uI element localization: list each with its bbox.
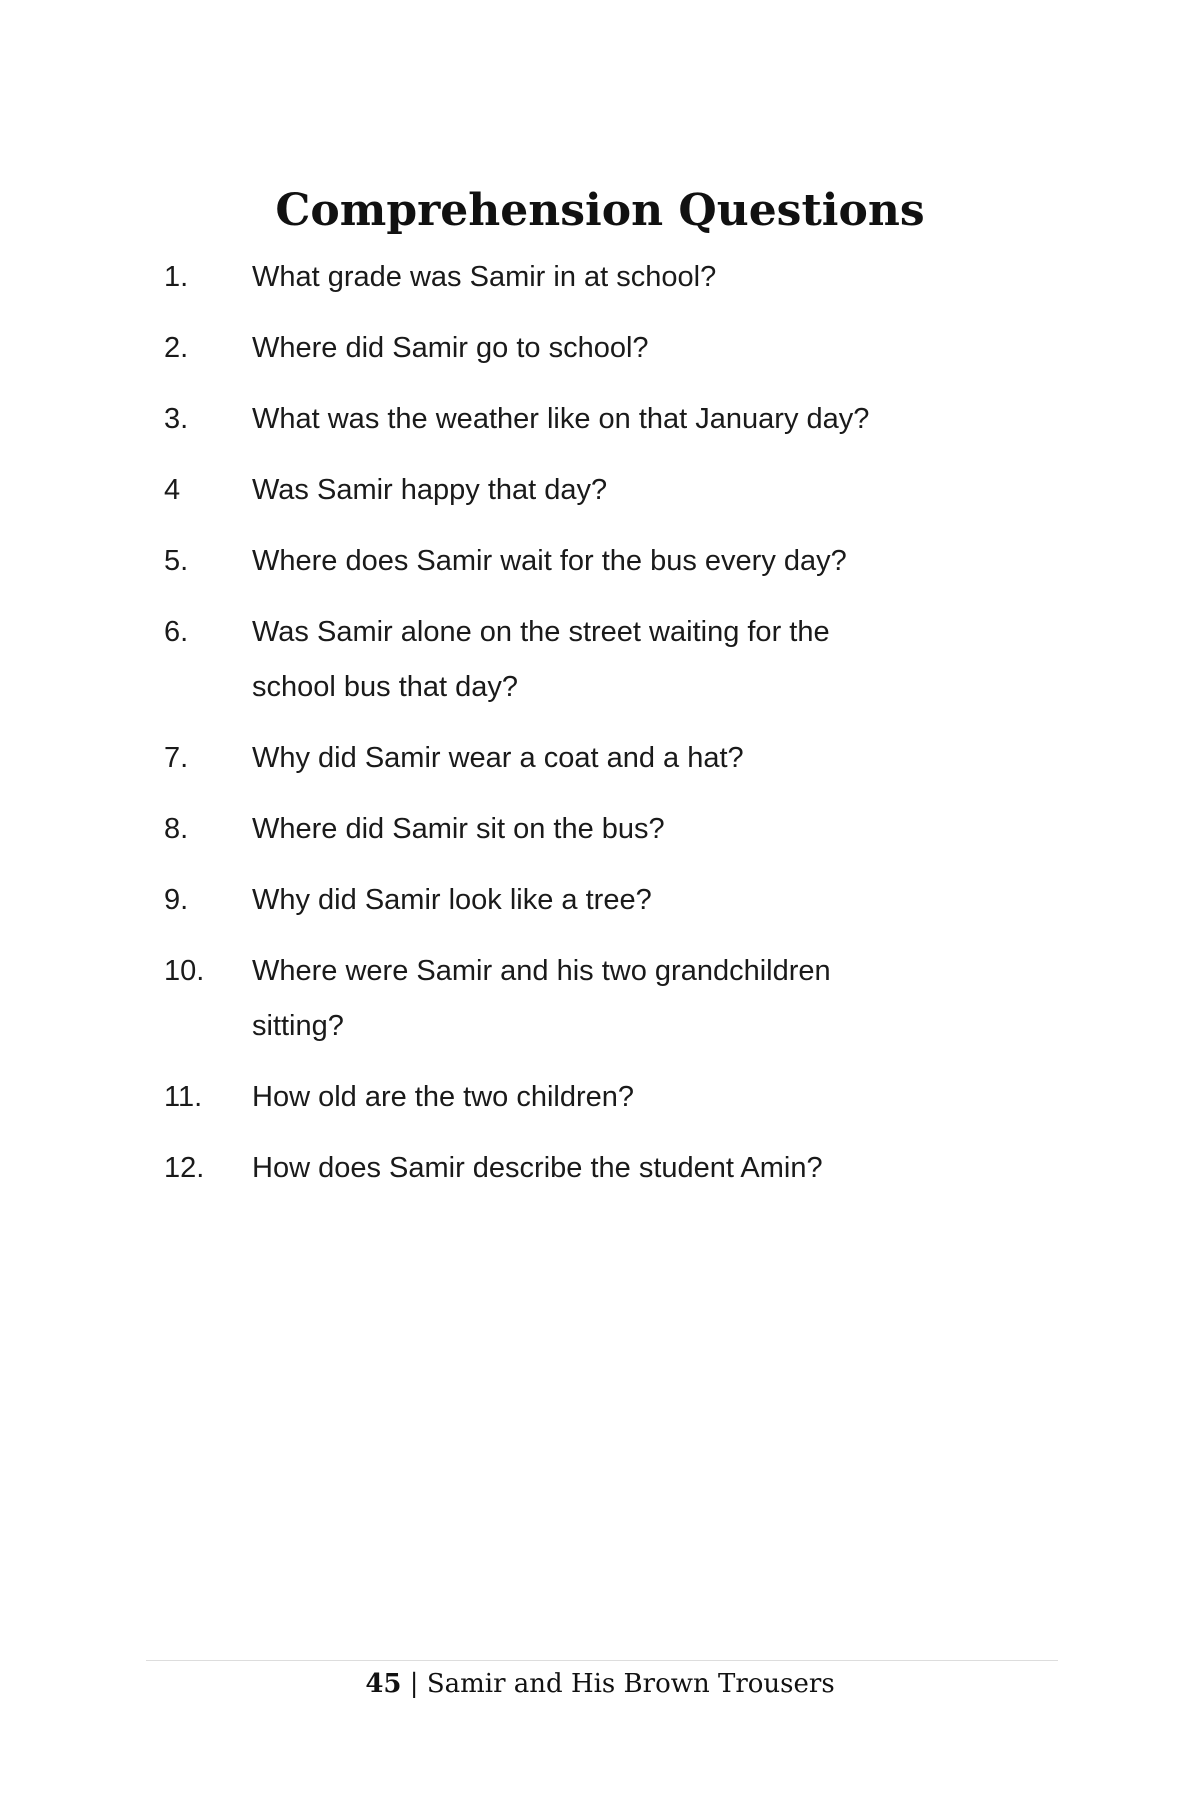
list-item (164, 802, 964, 857)
list-item (164, 944, 964, 1054)
question-number: 2. (164, 332, 189, 364)
list-item (164, 605, 964, 715)
question-number: 10. (164, 955, 205, 987)
question-text: Was Samir alone on the street waiting for the school bus that day? (252, 616, 830, 703)
question-number: 3. (164, 403, 189, 435)
question-text: What grade was Samir in at school? (252, 261, 717, 293)
question-number: 11. (164, 1081, 203, 1113)
page-footer (0, 1664, 1200, 1704)
question-text: Was Samir happy that day? (252, 474, 608, 506)
question-text: Why did Samir look like a tree? (252, 884, 652, 916)
question-number: 6. (164, 616, 189, 648)
list-item (164, 873, 964, 928)
question-number: 8. (164, 813, 189, 845)
question-number: 4 (164, 474, 181, 506)
question-text: Where did Samir go to school? (252, 332, 649, 364)
footer-separator: | (401, 1669, 427, 1699)
list-item (164, 250, 964, 305)
question-text: Where did Samir sit on the bus? (252, 813, 665, 845)
list-item (164, 534, 964, 589)
list-item (164, 1141, 964, 1196)
question-number: 9. (164, 884, 189, 916)
question-list (164, 250, 964, 1212)
page-number: 45 (365, 1669, 402, 1699)
question-number: 1. (164, 261, 189, 293)
question-number: 5. (164, 545, 189, 577)
question-text: How does Samir describe the student Amin? (252, 1152, 823, 1184)
page-title: Comprehension Questions (275, 185, 925, 237)
list-item (164, 463, 964, 518)
question-number: 7. (164, 742, 189, 774)
question-text: What was the weather like on that January day? (252, 403, 870, 435)
list-item (164, 1070, 964, 1125)
list-item (164, 392, 964, 447)
question-text: Why did Samir wear a coat and a hat? (252, 742, 744, 774)
question-text: How old are the two children? (252, 1081, 635, 1113)
list-item (164, 321, 964, 376)
book-title: Samir and His Brown Trousers (426, 1669, 835, 1699)
question-text: Where were Samir and his two grandchildren sitting? (252, 955, 831, 1042)
question-number: 12. (164, 1152, 205, 1184)
question-text: Where does Samir wait for the bus every day? (252, 545, 847, 577)
list-item (164, 731, 964, 786)
footer-divider (146, 1660, 1058, 1661)
